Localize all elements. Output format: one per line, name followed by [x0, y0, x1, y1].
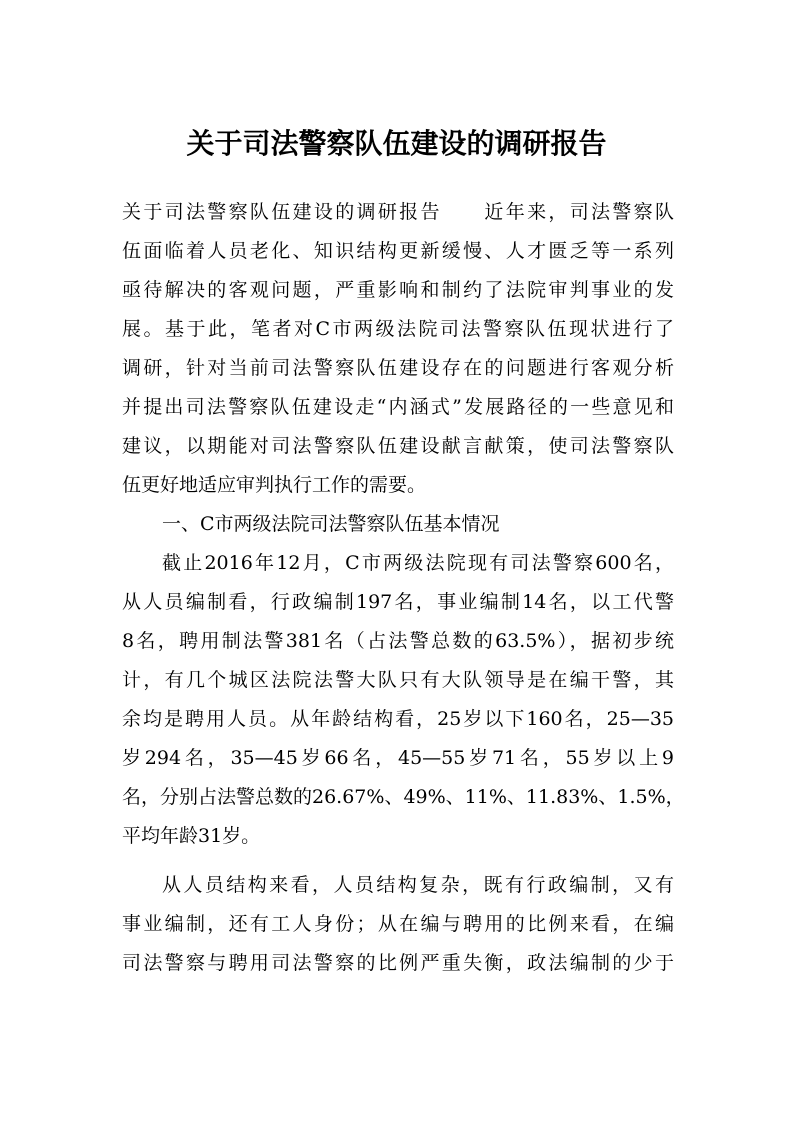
text-line: 事业编制，还有工人身份；从在编与聘用的比例来看，在编	[122, 913, 674, 935]
text-line: 余均是聘用人员。从年龄结构看，25岁以下160名，25—35	[122, 708, 674, 730]
section-heading: 一、C市两级法院司法警察队伍基本情况	[162, 513, 500, 535]
text-line: 建议，以期能对司法警察队伍建设献言献策，使司法警察队	[122, 435, 674, 457]
text-line: 计，有几个城区法院法警大队只有大队领导是在编干警，其	[122, 669, 674, 691]
text-line: 亟待解决的客观问题，严重影响和制约了法院审判事业的发	[122, 279, 674, 301]
text-line: 8名，聘用制法警381名（占法警总数的63.5%），据初步统	[122, 630, 674, 652]
text-line: 伍更好地适应审判执行工作的需要。	[122, 474, 427, 496]
text-line: 岁294名，35—45岁66名，45—55岁71名，55岁以上9	[122, 747, 674, 769]
text-line: 从人员结构来看，人员结构复杂，既有行政编制，又有	[162, 874, 674, 896]
document-body	[122, 193, 685, 983]
text-line: 伍面临着人员老化、知识结构更新缓慢、人才匮乏等一系列	[122, 240, 674, 262]
text-line: 截止2016年12月，C市两级法院现有司法警察600名，	[162, 552, 674, 574]
text-line: 司法警察与聘用司法警察的比例严重失衡，政法编制的少于	[122, 952, 674, 974]
text-line: 并提出司法警察队伍建设走“内涵式”发展路径的一些意见和	[122, 396, 674, 418]
document-title: 关于司法警察队伍建设的调研报告	[186, 127, 607, 160]
text-line: 从人员编制看，行政编制197名，事业编制14名，以工代警	[122, 591, 674, 613]
text-line: 名，分别占法警总数的26.67%、49%、11%、11.83%、1.5%，	[122, 786, 685, 808]
text-line: 关于司法警察队伍建设的调研报告 近年来，司法警察队	[122, 201, 674, 223]
text-line: 调研，针对当前司法警察队伍建设存在的问题进行客观分析	[122, 357, 674, 379]
text-line: 展。基于此，笔者对C市两级法院司法警察队伍现状进行了	[122, 318, 674, 340]
text-line: 平均年龄31岁。	[122, 825, 261, 847]
